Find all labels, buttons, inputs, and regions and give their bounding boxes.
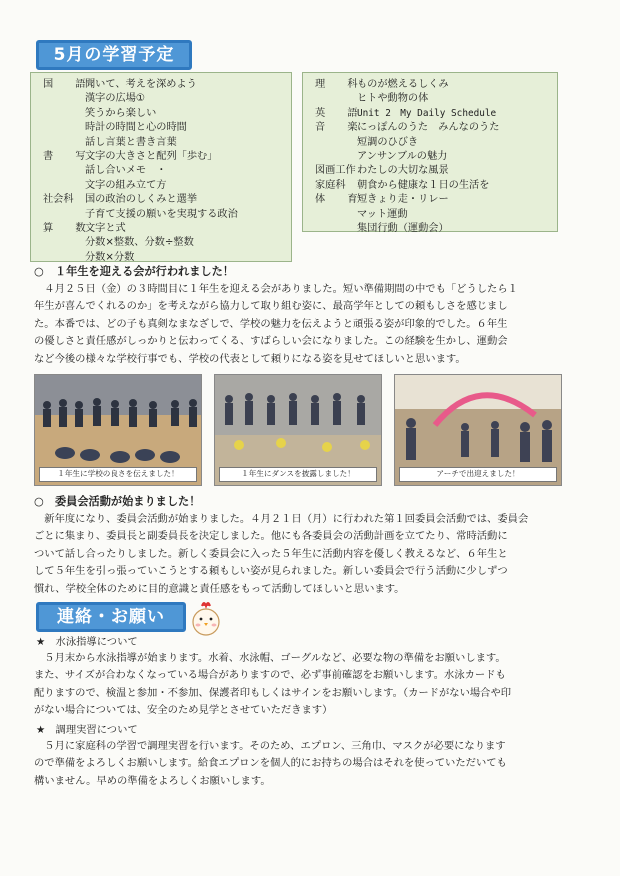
schedule-item: 話し言葉と書き言葉	[85, 136, 177, 148]
schedule-item: 漢字の広場①	[85, 93, 146, 105]
schedule-item: 国の政治のしくみと選挙	[85, 194, 198, 206]
subject-label: 体 育	[315, 194, 364, 206]
paragraph-line: がない場合については、安全のため見学とさせていただきます）	[34, 704, 333, 717]
paragraph-line: 年生が喜んでくれるのか」を考えながら協力して取り組む姿に、最高学年としての頼もしさを感じまし	[34, 300, 508, 313]
schedule-item: 聞いて、考えを深めよう	[85, 79, 197, 90]
schedule-item: マット運動	[357, 208, 408, 220]
paragraph-line: 構いません。早めの準備をよろしくお願いします。	[34, 774, 271, 787]
schedule-item: 子育て支援の願いを実現する政治	[85, 208, 238, 220]
schedule-item: 短調のひびき	[357, 136, 419, 148]
photo-welcome-3	[394, 374, 562, 486]
subject-label: 書 写	[43, 151, 92, 163]
section-heading-welcome: ○ １年生を迎える会が行われました！	[34, 265, 234, 278]
subject-label: 国 語	[43, 79, 92, 90]
schedule-item: ヒトや動物の体	[357, 93, 429, 105]
schedule-item: 話し合いメモ ・	[85, 165, 167, 177]
paragraph-line: また、サイズが合わなくなっている場合がありますので、必ず事前確認をお願いします。水泳カードも	[34, 669, 506, 682]
schedule-item: 時計の時間と心の時間	[85, 122, 187, 134]
notice-paragraph-swimming	[34, 650, 511, 720]
schedule-item: 分数×整数、分数÷整数	[85, 237, 194, 249]
subject-label: 家庭科	[315, 179, 346, 191]
schedule-item: 文字の大きさと配列「歩む」	[85, 151, 218, 163]
schedule-item: 文字と式	[85, 223, 126, 235]
schedule-item: わたしの大切な風景	[357, 165, 449, 177]
notice-title: 連絡・お願い	[36, 602, 186, 632]
schedule-item: アンサンブルの魅力	[357, 151, 448, 163]
paragraph-line: 新年度になり、委員会活動が始まりました。４月２１日（月）に行われた第１回委員会活動では、委員会	[34, 513, 529, 525]
photo-caption: １年生に学校の良さを伝えました！	[39, 467, 197, 482]
subject-label: 音 楽	[315, 122, 364, 134]
section-paragraph-welcome	[34, 281, 518, 368]
schedule-right-box	[302, 72, 558, 235]
schedule-item: 短きょり走・リレー	[357, 194, 449, 206]
notice-paragraph-cooking	[34, 738, 507, 790]
photo-caption: アーチで出迎えました！	[399, 467, 557, 482]
paragraph-line: ５月に家庭科の学習で調理実習を行います。そのため、エプロン、三角巾、マスクが必要になります	[34, 740, 506, 752]
photo-caption: １年生にダンスを披露しました！	[219, 467, 377, 482]
schedule-item: Unit 2 My Daily Schedule	[357, 107, 497, 119]
section-heading-committee: ○ 委員会活動が始まりました！	[34, 495, 201, 508]
chick-icon	[188, 598, 224, 638]
subject-label: 理 科	[315, 79, 364, 90]
subject-label: 図画工作	[315, 165, 356, 177]
schedule-title: 5月の学習予定	[36, 40, 192, 70]
schedule-left-box	[30, 72, 292, 262]
paragraph-line: ４月２５日（金）の３時間目に１年生を迎える会がありました。短い準備期間の中でも「どうしたら１	[34, 283, 518, 295]
schedule-item: 分数×分数	[85, 251, 135, 263]
schedule-item: 朝食から健康な１日の生活を	[357, 179, 490, 191]
photo-welcome-2	[214, 374, 382, 486]
paragraph-line: た。本番では、どの子も真剣なまなざしで、学校の魅力を伝えようと頑張る姿が印象的でした。６年生	[34, 317, 508, 330]
paragraph-line: ついて話し合ったりしました。新しく委員会に入った５年生に活動内容を優しく教えるなど、６年生と	[34, 547, 508, 560]
schedule-item: にっぽんのうた みんなのうた	[357, 122, 500, 134]
notice-heading-cooking: ★ 調理実習について	[36, 724, 138, 736]
paragraph-line: ので準備をよろしくお願いします。給食エプロンを個人的にお持ちの場合はそれを使っていただいても	[34, 757, 507, 770]
paragraph-line: など今後の様々な学校行事でも、学校の代表として頼りになる姿を見せてほしいと思います。	[34, 352, 466, 365]
subject-label: 社会科	[43, 194, 74, 206]
notice-heading-swimming: ★ 水泳指導について	[36, 636, 138, 648]
paragraph-line: ５月末から水泳指導が始まります。水着、水泳帽、ゴーグルなど、必要な物の準備をお願いします。	[34, 652, 506, 664]
subject-label: 算 数	[43, 223, 92, 235]
paragraph-line: 慣れ、学校全体のために目的意識と責任感をもって活動してほしいと思います。	[34, 582, 405, 595]
paragraph-line: 配りますので、検温と参加・不参加、保護者印もしくはサインをお願いします。（カードがない場合や印	[34, 686, 512, 699]
section-paragraph-committee	[34, 511, 528, 598]
paragraph-line: の優しさと責任感がしっかりと伝わってくる、すばらしい会になりました。この経験を生かし、運動会	[34, 335, 508, 348]
schedule-item: 集団行動（運動会）	[357, 223, 449, 235]
schedule-item: 笑うから楽しい	[85, 107, 157, 119]
photo-welcome-1	[34, 374, 202, 486]
schedule-item: ものが燃えるしくみ	[357, 79, 449, 90]
schedule-item: 文字の組み立て方	[85, 179, 167, 191]
paragraph-line: ごとに集まり、委員長と副委員長を決定しました。他にも各委員会の活動計画を立てたり、常時活動に	[34, 530, 508, 543]
subject-label: 英 語	[315, 107, 364, 119]
paragraph-line: して５年生を引っ張っていこうとする頼もしい姿が見られました。新しい委員会で行う活動に少しずつ	[34, 565, 508, 578]
